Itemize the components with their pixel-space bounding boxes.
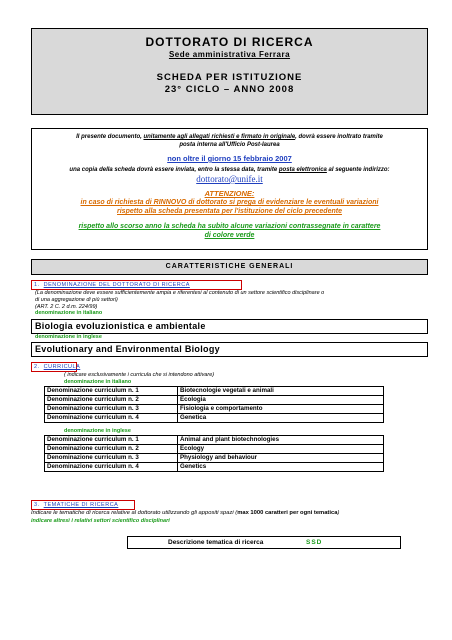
s2-title: CURRICULA [43,364,81,370]
s1-hint1: (La denominazione deve essere sufficientemente ampia e riferentesi al contenuto di un settore scientifico disciplinare o [35,290,325,296]
curriculum-label: Denominazione curriculum n. 2 [45,445,178,454]
col-ssd: SSD [306,539,323,546]
curriculum-value[interactable]: Fisiologia e comportamento [178,405,384,414]
curriculum-label: Denominazione curriculum n. 1 [45,387,178,396]
notice-line1-pre: Il presente documento, [76,134,144,140]
cycle-label: 23° CICLO – ANNO 2008 [164,84,295,95]
curriculum-value[interactable]: Genetics [178,463,384,472]
curriculum-label: Denominazione curriculum n. 4 [45,463,178,472]
research-table-header [127,536,401,549]
curriculum-label: Denominazione curriculum n. 1 [45,436,178,445]
s3-hint [31,510,431,517]
notice-line3-pre: una copia della scheda dovrà essere inviata, entro la stessa data, tramite [69,167,279,173]
col-description: Descrizione tematica di ricerca [168,539,264,546]
curriculum-label: Denominazione curriculum n. 4 [45,414,178,423]
table-row [45,445,384,454]
curriculum-value[interactable]: Ecology [178,445,384,454]
s1-label-it: denominazione in italiano [35,310,103,316]
table-row [45,463,384,472]
form-title: SCHEDA PER ISTITUZIONE [156,72,303,83]
deadline: non oltre il giorno 15 febbraio 2007 [167,154,292,163]
table-row [45,454,384,463]
attention-title: ATTENZIONE: [204,189,255,198]
curriculum-value[interactable]: Biotecnologie vegetali e animali [178,387,384,396]
notice-line3-underlined: posta elettronica [278,167,327,173]
s2-title-box [31,362,81,372]
curriculum-label: Denominazione curriculum n. 3 [45,405,178,414]
s1-title: DENOMINAZIONE DEL DOTTORATO DI RICERCA [43,282,190,288]
table-row [45,396,384,405]
s3-title-box [31,500,135,510]
s1-value-it-field[interactable]: Biologia evoluzionistica e ambientale [31,319,428,334]
s1-label-en: denominazione in inglese [35,334,102,340]
email-link[interactable]: dottorato@unife.it [196,174,263,184]
s3-number: 3. [34,502,40,508]
green-line2: di colore verde [204,232,255,239]
doc-subtitle: Sede amministrativa Ferrara [168,50,291,59]
table-row [45,414,384,423]
curriculum-label: Denominazione curriculum n. 3 [45,454,178,463]
green-line1: rispetto allo scorso anno la scheda ha subito alcune variazioni contrassegnate in carattere [78,223,381,230]
s1-hint3: (ART. 2 C. 2 d.m. 224/99) [35,304,98,310]
s3-title: TEMATICHE DI RICERCA [43,502,119,508]
curriculum-label: Denominazione curriculum n. 2 [45,396,178,405]
curriculum-value[interactable]: Animal and plant biotechnologies [178,436,384,445]
s1-hint2: di una aggregazione di più settori) [35,297,118,303]
s1-value-en-field[interactable]: Evolutionary and Environmental Biology [31,342,428,357]
curricula-en-table [44,435,384,472]
s2-hint: ( indicare esclusivamente i curricula che si intendono attivare) [64,372,215,378]
attention-line1: in caso di richiesta di RINNOVO di dottorato si prega di evidenziare le eventuali variazioni [80,199,379,206]
s3-hint-pre: Indicare le tematiche di ricerca relative al dottorato utilizzando gli appositi spazi ( [31,510,238,516]
notice-line2: posta interna all'Ufficio Post-laurea [179,142,280,148]
s2-number: 2. [34,364,40,370]
doc-title: DOTTORATO DI RICERCA [145,35,314,49]
attention-line2: rispetto alla scheda presentata per l'istituzione del ciclo precedente [117,208,342,215]
s3-hint-bold: max 1000 caratteri per ogni tematica [237,510,338,516]
title-box [31,28,428,115]
curricula-it-table [44,386,384,423]
notice-box [31,128,428,250]
s2-label-en: denominazione in inglese [64,428,131,434]
curriculum-value[interactable]: Ecologia [178,396,384,405]
s3-hint-post: ) [337,510,340,516]
s2-label-it: denominazione in italiano [64,379,132,385]
section-general-header: CARATTERISTICHE GENERALI [31,259,428,275]
notice-line1-post: , dovrà essere inoltrato tramite [295,134,383,140]
curriculum-value[interactable]: Genetica [178,414,384,423]
s1-number: 1. [34,282,40,288]
table-row [45,387,384,396]
curriculum-value[interactable]: Physiology and behaviour [178,454,384,463]
table-row [45,405,384,414]
notice-line1-underlined: unitamente agli allegati richiesti e firmato in originale [143,134,296,140]
notice-line3-post: al seguente indirizzo: [326,167,390,173]
s1-title-box [31,280,242,290]
table-row [45,436,384,445]
s3-green-hint: indicare altresì i relativi settori scientifico disciplinari [31,518,170,524]
